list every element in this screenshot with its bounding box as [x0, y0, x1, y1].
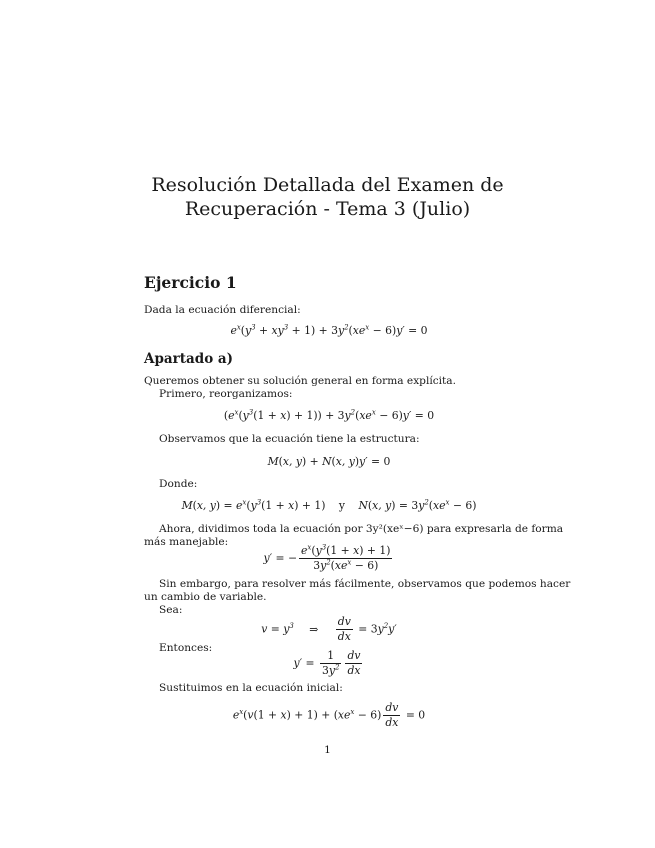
equation-change-of-variable: $v = y^3$ ⇒ $\frac{dv}{dx}$ = $3y^2y'$: [261, 615, 397, 643]
equation-differential: $e^x(y^3 + xy^3 + 1) + 3y^2(xe^x - 6)y' = 0$: [230, 323, 428, 337]
document-title-line-1: Resolución Detallada del Examen de: [151, 174, 504, 196]
equation-structure: M(x, y) + N(x, y)y′ = 0: [267, 455, 391, 468]
exercise-heading: Ejercicio 1: [144, 273, 237, 292]
paragraph-divide-line-2: más manejable:: [144, 536, 229, 548]
paragraph-substitution-line-1: Sin embargo, para resolver más fácilmente, observamos que podemos hacer: [159, 578, 571, 590]
equation-substituted: $e^x(v(1 + x) + 1) + (xe^x - 6)$ $\frac{dv}{dx}$ = 0: [232, 701, 426, 729]
paragraph-then: Entonces:: [159, 642, 213, 654]
paragraph-substitution-line-2: un cambio de variable.: [144, 591, 267, 603]
page-number: 1: [324, 744, 331, 756]
implies-symbol: ⇒: [309, 622, 319, 636]
intro-paragraph: Dada la ecuación diferencial:: [144, 304, 301, 316]
paragraph-substitute: Sustituimos en la ecuación inicial:: [159, 682, 343, 694]
equation-reorganized: $(e^x(y^3(1 + x) + 1)) + 3y^2(xe^x - 6)y' = 0$: [223, 408, 435, 422]
equation-explicit-derivative: y′ = − $\frac{e^x(y^3(1 + x) + 1)}{3y^2(xe^x - 6)}$: [263, 543, 391, 572]
equation-y-prime: y′ = $\frac{1}{3y^2}$ $\frac{dv}{dx}$: [293, 649, 361, 677]
equation-connector: y: [338, 499, 346, 512]
paragraph-reorganize: Primero, reorganizamos:: [159, 388, 293, 400]
document-title-line-2: Recuperación - Tema 3 (Julio): [184, 198, 471, 220]
paragraph-divide-line-1: Ahora, dividimos toda la ecuación por 3y²(xeˣ−6) para expresarla de forma: [159, 523, 564, 535]
paragraph-structure: Observamos que la ecuación tiene la estructura:: [159, 433, 420, 445]
paragraph-goal: Queremos obtener su solución general en forma explícita.: [144, 375, 456, 387]
paragraph-let: Sea:: [159, 604, 183, 616]
subsection-heading: Apartado a): [144, 351, 234, 367]
equation-m-n-definitions: M(x, $y) = e^x(y^3(1 + x) + 1)$ y N(x, $y) = 3y^2(xe^x - 6)$: [181, 498, 477, 512]
paragraph-where: Donde:: [159, 478, 198, 490]
